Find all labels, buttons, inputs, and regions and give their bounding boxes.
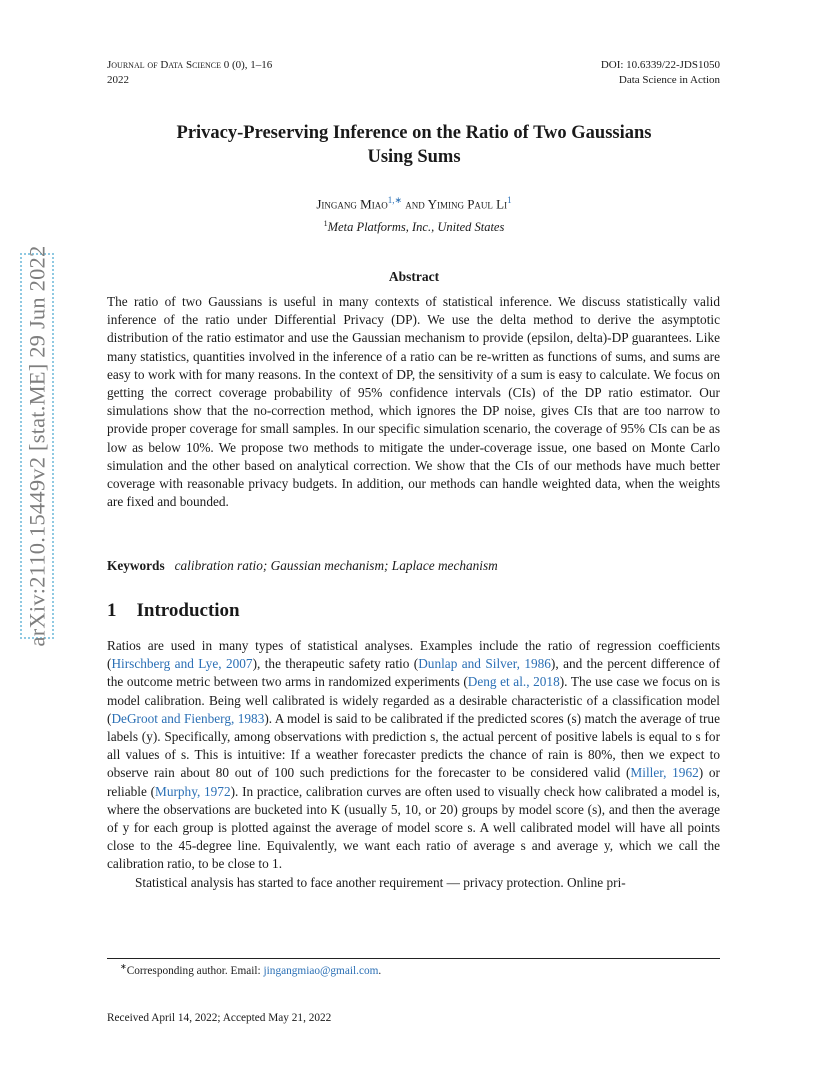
email-link[interactable]: jingangmiao@gmail.com xyxy=(263,964,379,977)
footnote-marker: ∗ xyxy=(120,962,127,971)
arxiv-stamp[interactable] xyxy=(20,245,54,647)
citation-link[interactable]: Deng et al., 2018 xyxy=(467,674,560,690)
abstract-body: The ratio of two Gaussians is useful in many contexts of statistical inference. We discuss statistically valid inference of the ratio under Differential Privacy (DP). We use the delta method to derive the asymptotic distribution of the ratio estimator and use the Gaussian mechanism to provide (epsilon, delta)-DP guarantees. Like many statistics, quantities involved in the inference of a ratio can be re-written as functions of sums, and sums are easy to work with for many reasons. In the context of DP, the sensitivity of a sum is easy to calculate. We focus on getting the correct coverage probability of 95% confidence intervals (CIs) of the DP ratio estimator. Our simulations show that the no-correction method, which ignores the DP noise, gives CIs that are too narrow to provide proper coverage for small samples. In our specific simulation scenario, the coverage of 95% CIs can be as low as below 10%. We propose two methods to mitigate the under-coverage issue, one based on Monte Carlo simulation and the other based on analytical correction. We show that the CIs of our methods have much better coverage with reasonable privacy budgets. In addition, our methods can handle weighted data, when the weights are fixed and bounded. xyxy=(107,294,720,510)
author-conjunction: and xyxy=(402,196,428,212)
running-header-right xyxy=(601,58,720,88)
paper-title xyxy=(100,121,728,169)
journal-year: 2022 xyxy=(107,74,129,86)
section-number: 1 xyxy=(107,600,117,621)
author-name: Yiming Paul Li xyxy=(427,196,508,212)
footnote-rule xyxy=(107,958,720,959)
running-header-left xyxy=(107,58,272,88)
keywords-text: calibration ratio; Gaussian mechanism; Laplace mechanism xyxy=(174,558,498,573)
text-run: ), the therapeutic safety ratio ( xyxy=(252,656,419,672)
citation-link[interactable]: Hirschberg and Lye, 2007 xyxy=(111,656,253,672)
affiliation-number: 1 xyxy=(323,219,328,228)
received-dates: Received April 14, 2022; Accepted May 21, 2022 xyxy=(107,1012,332,1024)
author-list xyxy=(100,195,728,212)
arxiv-identifier[interactable]: arXiv:2110.15449v2 [stat.ME] 29 Jun 2022 xyxy=(24,245,50,647)
citation-link[interactable]: DeGroot and Fienberg, 1983 xyxy=(111,710,265,726)
footnote xyxy=(120,962,381,977)
keywords xyxy=(107,558,720,574)
text-run: Ratios are used in many types of statistical analyses. Examples include the ratio of regression coefficients ( xyxy=(107,638,720,672)
author-name: Jingang Miao xyxy=(316,196,388,212)
section-heading xyxy=(107,600,240,622)
footnote-text: Corresponding author. Email: xyxy=(126,964,264,977)
introduction-body xyxy=(107,637,720,892)
title-line-1: Privacy-Preserving Inference on the Ratio of Two Gaussians xyxy=(176,123,652,143)
affiliation-marker[interactable]: 1,∗ xyxy=(387,195,403,205)
paragraph: Statistical analysis has started to face another requirement — privacy protection. Online pri- xyxy=(135,874,626,890)
title-line-2: Using Sums xyxy=(367,147,461,167)
text-run: ). In practice, calibration curves are often used to visually check how calibrated a model is, where the observations are bucketed into K (usually 5, 10, or 20) groups by model score (s), and then the average of y for each group is plotted against the average of model score s. A well calibrated model will have all points close to the 45-degree line. Equivalently, we want each ratio of average s and average y, which we call the calibration ratio, to be close to 1. xyxy=(107,783,720,872)
affiliation-marker[interactable]: 1 xyxy=(507,195,512,205)
text-run: ), and the percent difference of the outcome metric between two arms in randomized experiments ( xyxy=(107,656,720,690)
citation-link[interactable]: Miller, 1962 xyxy=(630,765,699,781)
section-title: Introduction xyxy=(136,600,240,621)
citation-link[interactable]: Murphy, 1972 xyxy=(155,783,231,799)
affiliation-text: Meta Platforms, Inc., United States xyxy=(327,220,505,235)
text-run: ). The use case we focus on is model calibration. Being well calibrated is widely regarded as a desirable characteristic of a classification model ( xyxy=(107,674,721,726)
keywords-label: Keywords xyxy=(107,558,165,573)
abstract-heading: Abstract xyxy=(388,269,440,284)
text-run: ). A model is said to be calibrated if the predicted scores (s) match the average of true labels (y). Specifically, among observations with prediction s, the actual percent of positive labels is equal to s for all values of s. This is intuitive: If a weather forecaster predicts the chance of rain is 80%, then we expect to observe rain about 80 out of 100 such predictions for the forecaster to be considered valid ( xyxy=(107,710,720,781)
paragraph xyxy=(107,637,720,874)
journal-name: Journal of Data Science 0 (0), 1–16 xyxy=(107,59,273,71)
doi: DOI: 10.6339/22-JDS1050 xyxy=(600,59,720,71)
citation-link[interactable]: Dunlap and Silver, 1986 xyxy=(418,656,551,672)
journal-section: Data Science in Action xyxy=(618,74,720,86)
affiliation xyxy=(100,219,728,235)
footnote-end: . xyxy=(378,964,382,977)
text-run: ) or reliable ( xyxy=(107,765,720,799)
